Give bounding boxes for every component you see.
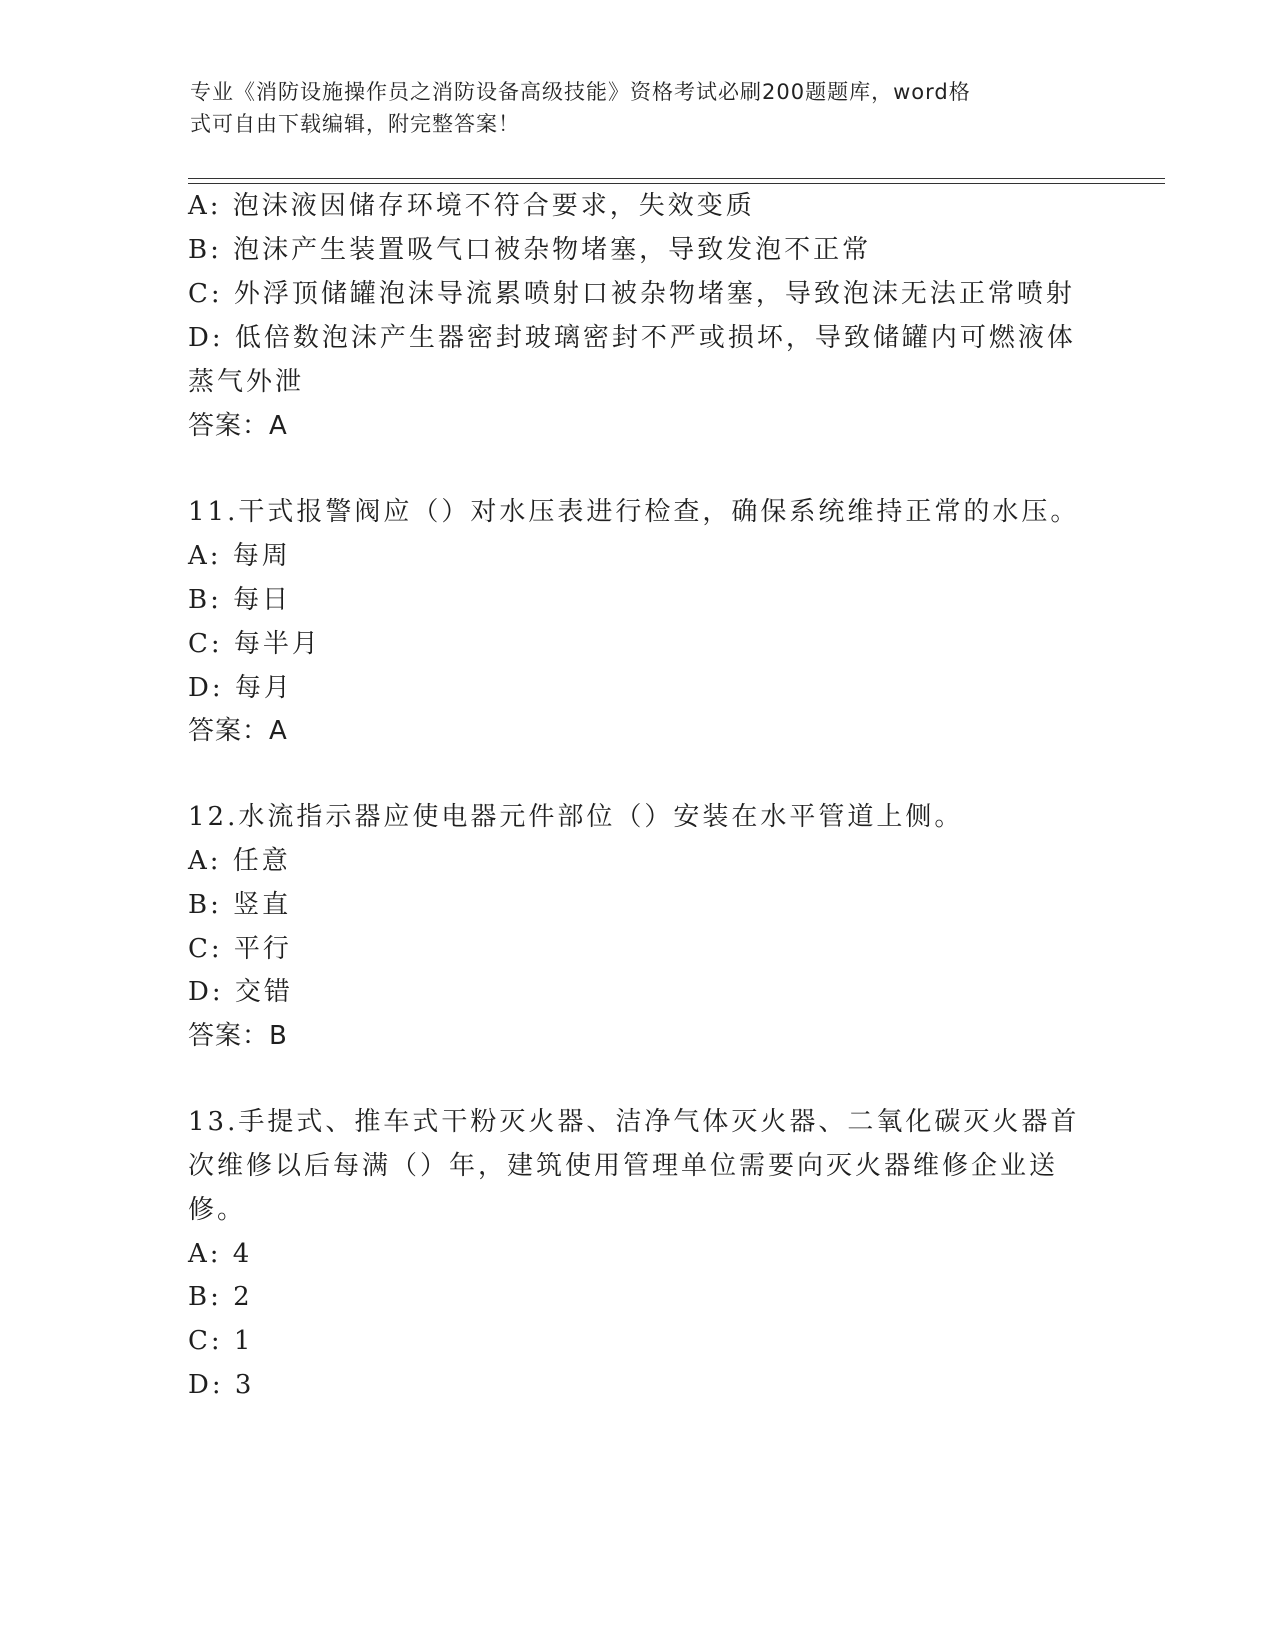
q10-option-c: C: 外浮顶储罐泡沫导流累喷射口被杂物堵塞，导致泡沫无法正常喷射 [188,279,1075,309]
header-line-2: 式可自由下载编辑，附完整答案！ [190,112,520,136]
q11-question: 11.干式报警阀应（）对水压表进行检查，确保系统维持正常的水压。 [188,497,1080,527]
q12-option-d: D: 交错 [188,977,293,1007]
q11-option-c: C: 每半月 [188,629,321,659]
q13-option-c: C: 1 [188,1326,254,1356]
q12-answer: 答案：B [188,1021,288,1051]
q13-option-b: B: 2 [188,1282,253,1312]
q13-question-line-1: 13.手提式、推车式干粉灭火器、洁净气体灭火器、二氧化碳灭火器首 [188,1107,1080,1137]
q12-question: 12.水流指示器应使电器元件部位（）安装在水平管道上侧。 [188,802,964,832]
q13-option-a: A: 4 [188,1239,253,1269]
q10-option-d-line-2: 蒸气外泄 [188,367,305,397]
header-line-1: 专业《消防设施操作员之消防设备高级技能》资格考试必刷200题题库，word格 [190,80,971,104]
q13-question-line-3: 修。 [188,1195,247,1225]
q10-option-a: A: 泡沫液因储存环境不符合要求，失效变质 [188,191,755,221]
q11-answer: 答案：A [188,716,288,746]
header-divider-top [188,178,1165,179]
q13-option-d: D: 3 [188,1370,255,1400]
q12-option-c: C: 平行 [188,934,292,964]
document-header [190,76,1090,140]
q11-option-a: A: 每周 [188,541,291,571]
q10-option-d-line-1: D: 低倍数泡沫产生器密封玻璃密封不严或损坏，导致储罐内可燃液体 [188,323,1076,353]
header-divider-bottom [188,183,1165,184]
q11-option-d: D: 每月 [188,673,293,703]
q13-question-line-2: 次维修以后每满（）年，建筑使用管理单位需要向灭火器维修企业送 [188,1151,1059,1181]
q10-option-b: B: 泡沫产生装置吸气口被杂物堵塞，导致发泡不正常 [188,235,872,265]
q10-answer: 答案：A [188,411,288,441]
q11-option-b: B: 每日 [188,585,292,615]
q12-option-b: B: 竖直 [188,890,292,920]
q12-option-a: A: 任意 [188,846,291,876]
